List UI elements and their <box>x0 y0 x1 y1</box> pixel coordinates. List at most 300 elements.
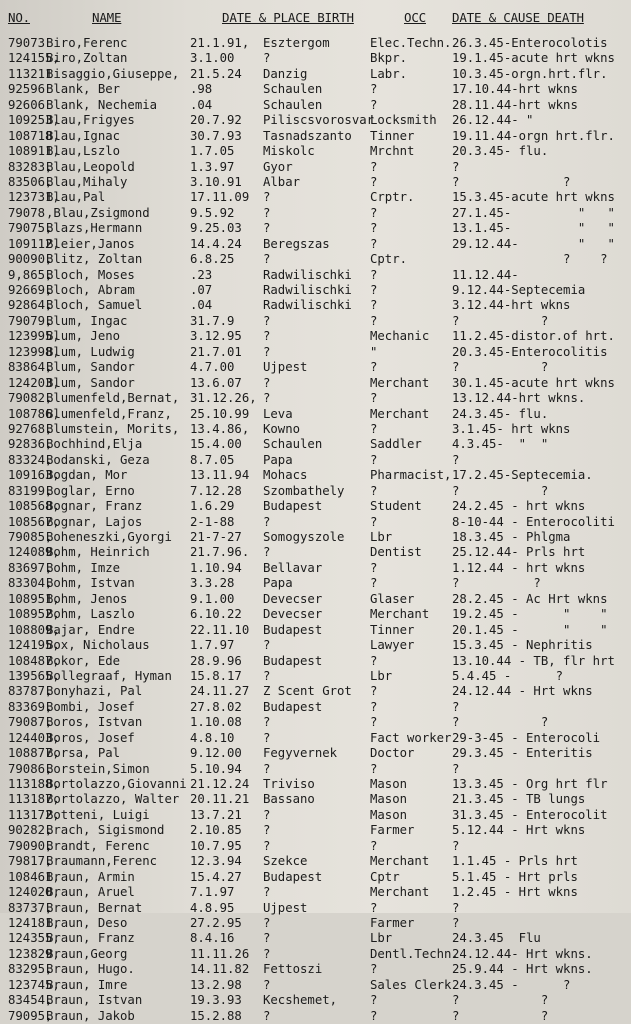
occupation: Sales Clerk <box>370 977 452 992</box>
list-item <box>0 762 631 777</box>
birth-place: ? <box>263 977 271 992</box>
birth-place: Radwilischki <box>263 283 352 297</box>
record-name: Braun, Imre <box>46 977 128 992</box>
record-name: Bonyhazi, Pal <box>46 684 143 699</box>
occupation: Bkpr. <box>370 51 408 66</box>
record-number: 92768, <box>8 421 53 436</box>
list-item <box>0 792 631 807</box>
list-item <box>0 638 631 653</box>
list-item <box>0 669 631 684</box>
birth-date: 9.5.92 <box>190 205 235 220</box>
death-date-cause: 24.3.45 Flu <box>452 931 541 946</box>
occupation: ? <box>370 1008 378 1023</box>
record-name: Blau,Ignac <box>46 128 121 143</box>
record-name: Bokor, Ede <box>46 653 121 668</box>
list-item <box>0 51 631 66</box>
list-item <box>0 329 631 344</box>
death-date-cause: ? <box>452 159 460 174</box>
birth-place: ? <box>263 545 271 560</box>
birth-date: 5.10.94 <box>190 761 242 776</box>
record-number: 83787, <box>8 684 53 699</box>
list-item <box>0 437 631 452</box>
record-number: 83369, <box>8 699 53 714</box>
birth-date: 13.4.86, <box>190 421 250 436</box>
header-date-cause-death: DATE & CAUSE DEATH <box>452 10 584 25</box>
list-item <box>0 978 631 993</box>
birth-place: Kecshemet, <box>263 993 338 1008</box>
list-item <box>0 36 631 51</box>
birth-date: 22.11.10 <box>190 622 250 637</box>
record-number: 92836, <box>8 437 53 452</box>
birth-date: 3.1.00 <box>190 51 235 66</box>
occupation: Glaser <box>370 591 415 606</box>
death-date-cause: 5.1.45 - Hrt prls <box>452 869 578 884</box>
birth-date: 27.2.95 <box>190 915 242 930</box>
birth-date: .07 <box>190 283 213 297</box>
occupation: Labr. <box>370 66 408 81</box>
occupation: ? <box>370 715 378 730</box>
record-name: Braun, Jakob <box>46 1008 135 1023</box>
record-name: Bloch, Abram <box>46 283 135 297</box>
occupation: ? <box>370 684 378 699</box>
occupation: ? <box>370 283 378 297</box>
birth-place: Triviso <box>263 777 315 791</box>
list-item <box>0 731 631 746</box>
list-item <box>0 298 631 313</box>
occupation: Lbr <box>370 530 393 544</box>
occupation: ? <box>370 174 378 189</box>
record-name: Blau,Leopold <box>46 159 135 174</box>
birth-date: 20.7.92 <box>190 113 242 128</box>
record-number: 83304, <box>8 576 53 591</box>
death-date-cause: 8-10-44 - Enterocoliti <box>452 514 615 529</box>
occupation: ? <box>370 699 378 714</box>
occupation: ? <box>370 391 378 406</box>
death-date-cause: ? ? <box>452 993 549 1008</box>
list-item <box>0 885 631 900</box>
birth-place: Leva <box>263 406 293 421</box>
record-number: 83864, <box>8 360 53 375</box>
list-item <box>0 947 631 962</box>
death-date-cause: ? ? <box>452 715 549 730</box>
occupation: Mechanic <box>370 329 430 344</box>
death-date-cause: 9.12.44-Septecemia <box>452 283 586 297</box>
record-name: Braun, Deso <box>46 915 128 930</box>
record-name: Blumenfeld,Franz, <box>46 406 172 421</box>
record-name: Brach, Sigismond <box>46 823 165 838</box>
occupation: Locksmith <box>370 113 437 128</box>
list-item <box>0 530 631 545</box>
list-item <box>0 576 631 591</box>
record-number: 123998, <box>8 344 60 359</box>
death-date-cause: ? ? <box>452 360 549 375</box>
list-item <box>0 252 631 267</box>
occupation: ? <box>370 653 378 668</box>
record-name: Bortolazzo,Giovanni <box>46 777 187 791</box>
record-name: Blitz, Zoltan <box>46 252 143 267</box>
birth-date: 1.10.08 <box>190 715 242 730</box>
death-date-cause: 20.3.45- flu. <box>452 144 549 159</box>
birth-place: Tasnadszanto <box>263 128 352 143</box>
record-name: Braun, Bernat <box>46 900 143 915</box>
death-date-cause: 27.1.45- " " <box>452 205 615 220</box>
birth-date: 21.7.01 <box>190 344 242 359</box>
record-number: 92864, <box>8 298 53 313</box>
death-date-cause: ? ? <box>452 1008 549 1023</box>
record-name: Bohm, Jenos <box>46 591 128 606</box>
occupation: Farmer <box>370 823 415 838</box>
record-number: 83283, <box>8 159 53 174</box>
record-number: 113188, <box>8 777 60 791</box>
record-name: Bortolazzo, Walter <box>46 792 180 807</box>
record-number: 92606 <box>8 97 46 112</box>
record-number: 79087, <box>8 715 53 730</box>
death-date-cause: ? <box>452 452 460 467</box>
record-name: Bohm, Heinrich <box>46 545 150 560</box>
birth-date: 10.7.95 <box>190 838 242 853</box>
death-date-cause: 3.1.45- hrt wkns <box>452 421 571 436</box>
birth-date: 21.5.24 <box>190 66 242 81</box>
birth-place: ? <box>263 638 271 653</box>
occupation: ? <box>370 900 378 915</box>
birth-date: 19.3.93 <box>190 993 242 1008</box>
death-date-cause: 30.1.45-acute hrt wkns <box>452 375 615 390</box>
list-item <box>0 129 631 144</box>
record-number: 108877, <box>8 746 60 761</box>
birth-place: ? <box>263 375 271 390</box>
occupation: ? <box>370 82 378 97</box>
record-number: 83454, <box>8 993 53 1008</box>
death-date-cause: ? <box>452 838 460 853</box>
list-item <box>0 190 631 205</box>
birth-date: 1.3.97 <box>190 159 235 174</box>
list-item <box>0 684 631 699</box>
record-number: 113211 <box>8 66 53 81</box>
record-number: 123995, <box>8 329 60 344</box>
list-item <box>0 854 631 869</box>
birth-place: ? <box>263 885 271 900</box>
record-name: Blum, Jeno <box>46 329 121 344</box>
occupation: Dentist <box>370 545 422 560</box>
list-item <box>0 67 631 82</box>
occupation: Mason <box>370 807 408 822</box>
occupation: Merchant <box>370 406 430 421</box>
record-number: 109112, <box>8 236 60 251</box>
birth-date: 31.7.9 <box>190 313 235 328</box>
birth-place: ? <box>263 329 271 344</box>
occupation: ? <box>370 221 378 236</box>
occupation: " <box>370 344 378 359</box>
birth-place: ? <box>263 838 271 853</box>
list-item <box>0 746 631 761</box>
record-name: Bombi, Josef <box>46 699 135 714</box>
list-item <box>0 515 631 530</box>
birth-place: Fegyvernek <box>263 746 338 761</box>
record-name: Blank, Nechemia <box>46 97 158 112</box>
birth-place: ? <box>263 807 271 822</box>
birth-date: 4.8.10 <box>190 730 235 745</box>
occupation: Mason <box>370 777 408 791</box>
occupation: ? <box>370 313 378 328</box>
record-number: 79085, <box>8 530 53 544</box>
birth-place: ? <box>263 668 271 683</box>
occupation: Merchant <box>370 607 430 622</box>
birth-date: 15.4.00 <box>190 437 242 452</box>
birth-date: 9.12.00 <box>190 746 242 761</box>
record-name: Bognar, Lajos <box>46 514 143 529</box>
death-date-cause: 25.9.44 - Hrt wkns. <box>452 962 593 977</box>
death-date-cause: 29.3.45 - Enteritis <box>452 746 593 761</box>
list-item <box>0 468 631 483</box>
record-number: 92669, <box>8 283 53 297</box>
birth-place: Papa <box>263 452 293 467</box>
record-number: 108952, <box>8 607 60 622</box>
birth-place: Z Scent Grot <box>263 684 352 699</box>
record-name: Bohm, Laszlo <box>46 607 135 622</box>
record-name: Borsa, Pal <box>46 746 121 761</box>
record-number: 108567, <box>8 514 60 529</box>
birth-date: 21.1.91, <box>190 36 250 50</box>
record-name: Braun, Istvan <box>46 993 143 1008</box>
record-number: 79090, <box>8 838 53 853</box>
death-date-cause: 15.3.45-acute hrt wkns <box>452 190 615 205</box>
birth-place: Miskolc <box>263 144 315 159</box>
list-item <box>0 561 631 576</box>
occupation: Pharmacist, <box>370 468 452 483</box>
list-item <box>0 376 631 391</box>
occupation: Crptr. <box>370 190 415 205</box>
occupation: Cptr <box>370 869 400 884</box>
occupation: ? <box>370 576 378 591</box>
occupation: Fact worker <box>370 730 452 745</box>
birth-date: 1.6.29 <box>190 499 235 514</box>
record-number: 79075, <box>8 221 53 236</box>
birth-place: Budapest <box>263 499 323 514</box>
death-date-cause: 24.12.44 - Hrt wkns <box>452 684 593 699</box>
list-item <box>0 916 631 931</box>
birth-date: 7.1.97 <box>190 885 235 900</box>
list-item <box>0 113 631 128</box>
record-name: Blumstein, Morits, <box>46 421 180 436</box>
record-name: Bloch, Samuel <box>46 298 143 313</box>
list-item <box>0 715 631 730</box>
record-name: Blau,Frigyes <box>46 113 135 128</box>
header-name: NAME <box>92 10 122 25</box>
death-date-cause: 19.11.44-orgn hrt.flr. <box>452 128 615 143</box>
birth-date: 4.8.95 <box>190 900 235 915</box>
list-item <box>0 283 631 298</box>
record-name: Bloch, Moses <box>46 267 135 282</box>
record-number: 123745, <box>8 977 60 992</box>
birth-place: ? <box>263 221 271 236</box>
death-date-cause: ? <box>452 915 460 930</box>
record-name: Blum, Ingac <box>46 313 128 328</box>
death-date-cause: 24.2.45 - hrt wkns <box>452 499 586 514</box>
death-date-cause: 4.3.45- " " <box>452 437 549 452</box>
birth-date: 24.11.27 <box>190 684 250 699</box>
birth-place: Devecser <box>263 591 323 606</box>
birth-date: 2.10.85 <box>190 823 242 838</box>
birth-place: ? <box>263 931 271 946</box>
occupation: Cptr. <box>370 252 408 267</box>
list-item <box>0 206 631 221</box>
birth-date: 28.9.96 <box>190 653 242 668</box>
record-name: Botteni, Luigi <box>46 807 150 822</box>
occupation: ? <box>370 267 378 282</box>
record-name: Boglar, Erno <box>46 483 135 498</box>
birth-date: 21.12.24 <box>190 777 250 791</box>
header-no: NO. <box>8 10 30 25</box>
birth-place: Schaulen <box>263 97 323 112</box>
birth-date: 30.7.93 <box>190 128 242 143</box>
death-date-cause: 1.1.45 - Prls hrt <box>452 854 578 869</box>
occupation: Saddler <box>370 437 422 452</box>
birth-place: ? <box>263 391 271 406</box>
record-name: Bleier,Janos <box>46 236 135 251</box>
list-item <box>0 268 631 283</box>
occupation: Lawyer <box>370 638 415 653</box>
record-name: Bognar, Franz <box>46 499 143 514</box>
birth-place: ? <box>263 205 271 220</box>
record-name: Brandt, Ferenc <box>46 838 150 853</box>
record-number: 124155, <box>8 51 60 66</box>
occupation: Tinner <box>370 128 415 143</box>
birth-place: ? <box>263 730 271 745</box>
record-number: 83506, <box>8 174 53 189</box>
record-number: 79082, <box>8 391 53 406</box>
list-item <box>0 901 631 916</box>
record-number: 124020, <box>8 885 60 900</box>
occupation: Elec.Techn. <box>370 36 452 50</box>
list-item <box>0 360 631 375</box>
birth-date: 14.11.82 <box>190 962 250 977</box>
list-item <box>0 175 631 190</box>
death-date-cause: 13.12.44-hrt wkns. <box>452 391 586 406</box>
list-item <box>0 592 631 607</box>
occupation: ? <box>370 993 378 1008</box>
record-name: Blum, Sandor <box>46 360 135 375</box>
birth-place: Danzig <box>263 66 308 81</box>
occupation: Mrchnt <box>370 144 415 159</box>
death-date-cause: 24.3.45 - ? <box>452 977 571 992</box>
death-date-cause: 1.12.44 - hrt wkns <box>452 560 586 575</box>
birth-place: Bellavar <box>263 560 323 575</box>
list-item <box>0 962 631 977</box>
birth-place: Budapest <box>263 699 323 714</box>
occupation: Lbr <box>370 668 393 683</box>
occupation: ? <box>370 962 378 977</box>
occupation: ? <box>370 236 378 251</box>
death-date-cause: 17.10.44-hrt wkns <box>452 82 578 97</box>
birth-date: 12.3.94 <box>190 854 242 869</box>
record-number: 109163, <box>8 468 60 483</box>
record-number: 79073 <box>8 36 46 50</box>
record-name: Blank, Ber <box>46 82 121 97</box>
birth-date: .04 <box>190 298 213 313</box>
birth-date: 15.4.27 <box>190 869 242 884</box>
record-number: 124195, <box>8 638 60 653</box>
birth-date: 8.4.16 <box>190 931 235 946</box>
record-name: Braun, Armin <box>46 869 135 884</box>
record-number: 83295, <box>8 962 53 977</box>
record-name: Bohm, Istvan <box>46 576 135 591</box>
list-item <box>0 314 631 329</box>
record-number: 139565, <box>8 668 60 683</box>
list-item <box>0 839 631 854</box>
record-name: Boros, Istvan <box>46 715 143 730</box>
death-date-cause: 31.3.45 - Enterocolit <box>452 807 608 822</box>
record-number: 83199, <box>8 483 53 498</box>
birth-place: ? <box>263 51 271 66</box>
list-item <box>0 808 631 823</box>
list-item <box>0 499 631 514</box>
birth-date: 3.10.91 <box>190 174 242 189</box>
occupation: ? <box>370 514 378 529</box>
death-date-cause: ? <box>452 900 460 915</box>
occupation: ? <box>370 97 378 112</box>
list-item <box>0 993 631 1008</box>
birth-date: 15.8.17 <box>190 668 242 683</box>
death-date-cause: 13.1.45- " " <box>452 221 615 236</box>
record-name: Braun,Georg <box>46 946 128 961</box>
list-item <box>0 391 631 406</box>
occupation: ? <box>370 838 378 853</box>
record-name: Braumann,Ferenc <box>46 854 158 869</box>
birth-date: 13.7.21 <box>190 807 242 822</box>
occupation: ? <box>370 421 378 436</box>
list-item <box>0 607 631 622</box>
birth-place: Kowno <box>263 421 301 436</box>
record-number: 124181, <box>8 915 60 930</box>
death-date-cause: 21.3.45 - TB lungs <box>452 792 586 807</box>
birth-date: 21-7-27 <box>190 530 242 544</box>
occupation: Dentl.Techn. <box>370 946 459 961</box>
record-number: 108487, <box>8 653 60 668</box>
list-item <box>0 484 631 499</box>
birth-place: Beregszas <box>263 236 330 251</box>
record-name: Blau,Lszlo <box>46 144 121 159</box>
record-name: Bisaggio,Giuseppe, <box>46 66 180 81</box>
death-date-cause: 20.3.45-Enterocolitis <box>452 344 608 359</box>
birth-place: Schaulen <box>263 82 323 97</box>
occupation: Lbr <box>370 931 393 946</box>
birth-place: Szekce <box>263 854 308 869</box>
list-item <box>0 1009 631 1024</box>
birth-date: .98 <box>190 82 213 97</box>
record-name: Bodanski, Geza <box>46 452 150 467</box>
birth-place: ? <box>263 915 271 930</box>
birth-date: 14.4.24 <box>190 236 242 251</box>
record-name: Biro,Zoltan <box>46 51 128 66</box>
record-number: 109253, <box>8 113 60 128</box>
death-date-cause: ? ? <box>452 174 571 189</box>
birth-date: 7.12.28 <box>190 483 242 498</box>
death-date-cause: 5.12.44 - Hrt wkns <box>452 823 586 838</box>
record-name: Braun, Hugo. <box>46 962 135 977</box>
record-number: 113172, <box>8 807 60 822</box>
occupation: Mason <box>370 792 408 807</box>
list-item <box>0 453 631 468</box>
death-date-cause: 10.3.45-orgn.hrt.flr. <box>452 66 608 81</box>
record-number: 90090, <box>8 252 53 267</box>
record-number: 90282, <box>8 823 53 838</box>
occupation: ? <box>370 159 378 174</box>
record-number: 113187, <box>8 792 60 807</box>
list-item <box>0 144 631 159</box>
death-date-cause: 11.2.45-distor.of hrt. <box>452 329 615 344</box>
list-item <box>0 931 631 946</box>
record-number: 83324, <box>8 452 53 467</box>
